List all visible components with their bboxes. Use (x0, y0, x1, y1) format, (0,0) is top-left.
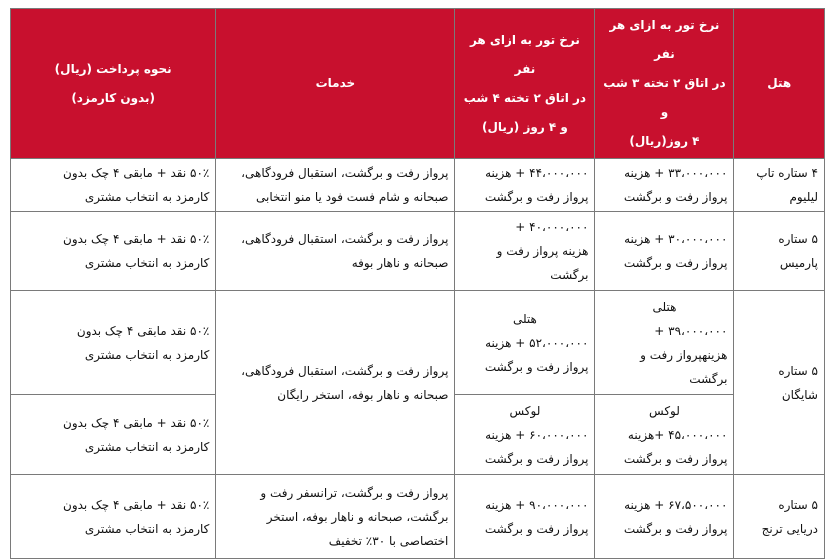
header-hotel: هتل (734, 9, 825, 159)
table-row (11, 475, 825, 559)
price-4-nights-cell: ۴۴،۰۰۰،۰۰۰ + هزینه پرواز رفت و برگشت (455, 159, 595, 212)
hotel-cell: ۴ ستاره تاپ لیلیوم (734, 159, 825, 212)
tour-price-table (10, 8, 825, 559)
services-cell: پرواز رفت و برگشت، استقبال فرودگاهی، صبحانه و ناهار بوفه، استخر رایگان (216, 291, 455, 475)
services-cell: پرواز رفت و برگشت، ترانسفر رفت و برگشت، صبحانه و ناهار بوفه، استخر اختصاصی با ۳۰٪ تخفیف (216, 475, 455, 559)
hotel-cell: ۵ ستاره پارمیس (734, 212, 825, 291)
price-4-nights-cell: ۴۰،۰۰۰،۰۰۰ + هزینه پرواز رفت و برگشت (455, 212, 595, 291)
price-4-nights-cell: لوکس ۶۰،۰۰۰،۰۰۰ + هزینه پرواز رفت و برگشت (455, 395, 595, 475)
hotel-cell: ۵ ستاره شایگان (734, 291, 825, 475)
price-3-nights-cell: ۳۰،۰۰۰،۰۰۰ + هزینه پرواز رفت و برگشت (595, 212, 734, 291)
header-price-4-nights: نرخ تور به ازای هر نفر در اتاق ۲ تخته ۴ شب و ۴ روز (ریال) (455, 9, 595, 159)
header-services: خدمات (216, 9, 455, 159)
payment-cell: ۵۰٪ نقد + مابقی ۴ چک بدون کارمزد به انتخاب مشتری (11, 159, 216, 212)
price-3-nights-cell: هتلی ۳۹،۰۰۰،۰۰۰ + هزینهپرواز رفت و برگشت (595, 291, 734, 395)
services-cell: پرواز رفت و برگشت، استقبال فرودگاهی، صبحانه و ناهار بوفه (216, 212, 455, 291)
payment-cell: ۵۰٪ نقد + مابقی ۴ چک بدون کارمزد به انتخاب مشتری (11, 395, 216, 475)
tour-price-table-container (10, 8, 825, 548)
header-price-3-nights: نرخ تور به ازای هر نفر در اتاق ۲ تخته ۳ شب و ۴ روز(ریال) (595, 9, 734, 159)
price-3-nights-cell: لوکس ۴۵،۰۰۰،۰۰۰ +هزینه پرواز رفت و برگشت (595, 395, 734, 475)
table-header-row (11, 9, 825, 159)
table-row (11, 159, 825, 212)
payment-cell: ۵۰٪ نقد مابقی ۴ چک بدون کارمزد به انتخاب مشتری (11, 291, 216, 395)
hotel-cell: ۵ ستاره دریایی ترنج (734, 475, 825, 559)
price-3-nights-cell: ۳۳،۰۰۰،۰۰۰ + هزینه پرواز رفت و برگشت (595, 159, 734, 212)
price-4-nights-cell: ۹۰،۰۰۰،۰۰۰ + هزینه پرواز رفت و برگشت (455, 475, 595, 559)
price-3-nights-cell: ۶۷،۵۰۰،۰۰۰ + هزینه پرواز رفت و برگشت (595, 475, 734, 559)
table-row (11, 212, 825, 291)
services-cell: پرواز رفت و برگشت، استقبال فرودگاهی، صبحانه و شام فست فود یا منو انتخابی (216, 159, 455, 212)
table-row (11, 291, 825, 395)
header-payment: نحوه پرداخت (ریال) (بدون کارمزد) (11, 9, 216, 159)
payment-cell: ۵۰٪ نقد + مابقی ۴ چک بدون کارمزد به انتخاب مشتری (11, 212, 216, 291)
price-4-nights-cell: هتلی ۵۲،۰۰۰،۰۰۰ + هزینه پرواز رفت و برگشت (455, 291, 595, 395)
payment-cell: ۵۰٪ نقد + مابقی ۴ چک بدون کارمزد به انتخاب مشتری (11, 475, 216, 559)
